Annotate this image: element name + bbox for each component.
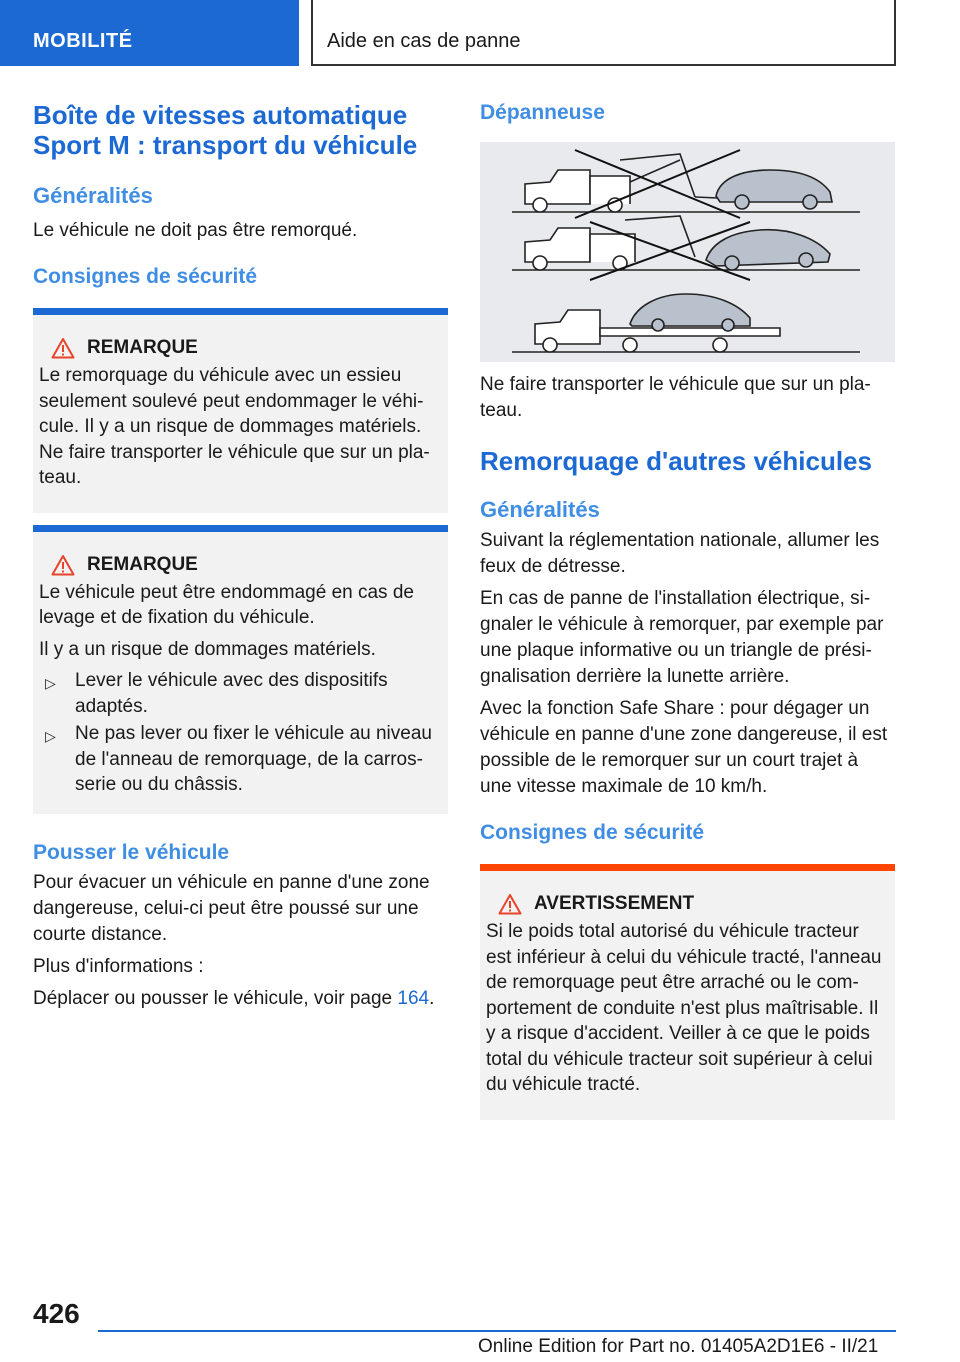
warning-label: AVERTISSEMENT [534,893,695,914]
tow-truck-illustration [480,142,895,362]
note-label: REMARQUE [87,337,198,358]
list-item: ▷ Ne pas lever ou fixer le véhicule au niveau de l'anneau de remorquage, de la carros-serie ou du châssis. [45,721,442,798]
general-heading: Généralités [33,183,153,208]
page-reference: Déplacer ou pousser le véhicule, voir page 164. [33,987,435,1009]
warning-box [480,864,895,1120]
push-text: Pour évacuer un véhicule en panne d'une zone dangereuse, celui-ci peut être poussé sur une courte distance. [33,871,430,945]
note-text: Il y a un risque de dommages matériels. [39,638,376,660]
safety-heading-right: Consignes de sécurité [480,821,705,844]
page-header [0,0,960,66]
general-text: Le véhicule ne doit pas être remorqué. [33,220,358,241]
warning-triangle-icon [498,893,522,915]
note-title [39,554,442,576]
page-link[interactable]: 164 [397,987,430,1009]
warning-title [486,893,889,915]
general-heading-right: Généralités [480,497,600,522]
note-title [39,337,442,359]
push-heading: Pousser le véhicule [33,840,230,864]
right-column [480,100,895,1120]
more-info-label: Plus d'informations : [33,955,204,977]
list-item: ▷ Lever le véhicule avec des dispositifs adaptés. [45,668,442,719]
note-text: Le véhicule peut être endommagé en cas de levage et de fixation du véhicule. [39,581,414,628]
paragraph-2: En cas de panne de l'installation électrique, si-gnaler le véhicule à remorquer, par exemple par une plaque informative ou un triangle de prési-gnalisation derrière la lunette arrière. [480,588,884,687]
tow-truck-text: Ne faire transporter le véhicule que sur un pla-teau. [480,374,871,421]
towing-title: Remorquage d'autres véhicules [480,446,872,476]
tow-truck-diagram [480,142,895,362]
warning-text: Si le poids total autorisé du véhicule tracteur est inférieur à celui du véhicule tracté, l'anneau de remorquage peut être arraché ou le com-portement de conduite n'est plus maîtrisable. Il y a risque d'accident. Veiller à ce que le poids total du véhicule tracteur soit supérieur à celui du véhicule tracté. [486,921,882,1095]
bullet-triangle-icon: ▷ [45,675,56,691]
paragraph-1: Suivant la réglementation nationale, allumer les feux de détresse. [480,530,880,577]
note-bullet-list [39,668,442,798]
bullet-triangle-icon: ▷ [45,728,56,744]
note-label: REMARQUE [87,553,198,575]
warning-triangle-icon [51,337,75,359]
note-box-2 [33,525,448,814]
note-text: Le remorquage du véhicule avec un essieu seulement soulevé peut endommager le véhi-cule. Il y a un risque de dommages matériels. Ne faire transporter le véhicule que sur un pla-teau. [39,365,430,488]
chapter-title: Aide en cas de panne [311,0,896,66]
footer-divider [98,1330,896,1332]
paragraph-3: Avec la fonction Safe Share : pour dégager un véhicule en panne d'une zone dangereuse, il est possible de le remorquer sur un court trajet à une vitesse maximale de 10 km/h. [480,698,888,797]
left-column [33,100,448,1018]
tow-truck-heading: Dépanneuse [480,101,605,124]
safety-heading: Consignes de sécurité [33,265,258,288]
page-number: 426 [33,1298,80,1329]
edition-text: Online Edition for Part no. 01405A2D1E6 - II/21 [478,1336,879,1357]
warning-triangle-icon [51,554,75,576]
section-title: Boîte de vitesses automatique Sport M : transport du véhicule [33,100,418,160]
section-tab: MOBILITÉ [0,0,299,66]
note-box-1 [33,308,448,513]
